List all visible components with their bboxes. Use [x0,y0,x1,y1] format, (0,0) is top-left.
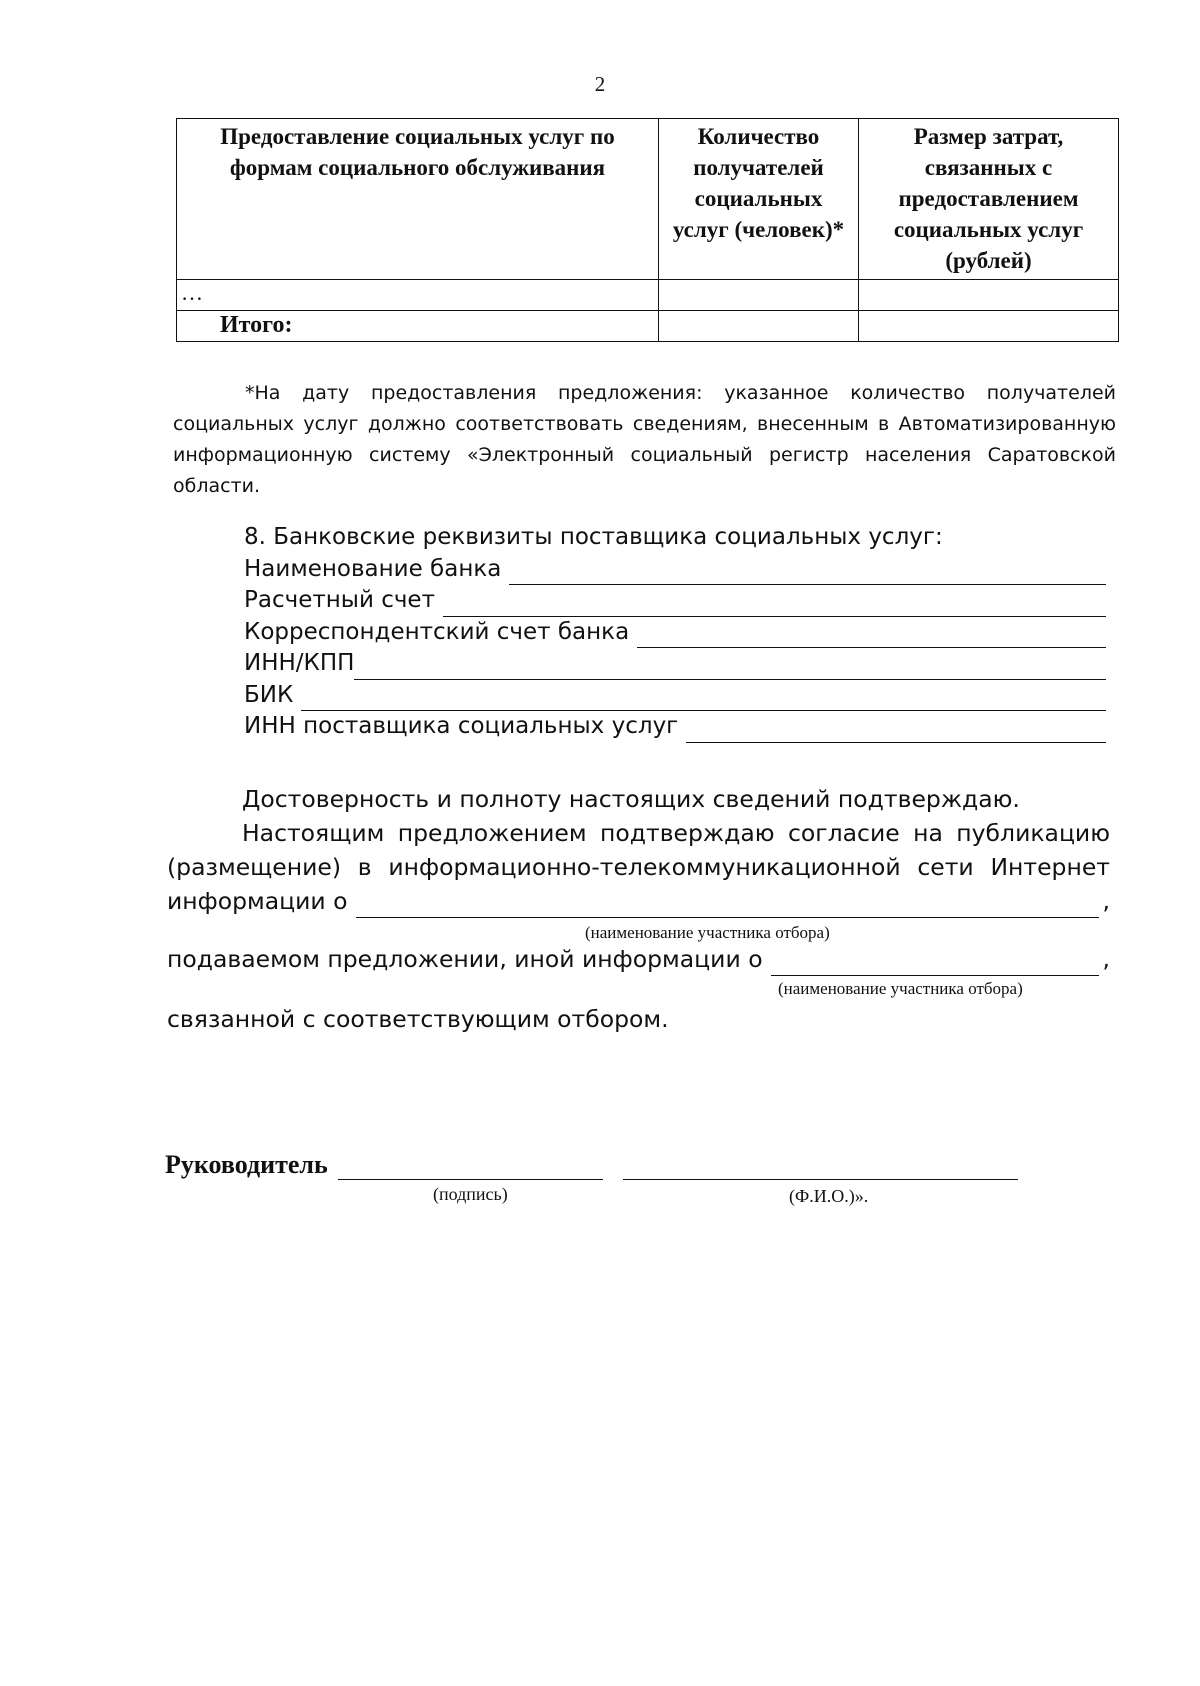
name-line [623,1159,1018,1180]
total-label: Итого: [177,311,659,342]
table-cell [859,280,1119,311]
blank-line [637,625,1106,648]
consent-line: связанной с соответствующим отбором. [167,1005,669,1033]
signature-captions [165,1180,1045,1206]
table-row [177,280,1119,311]
bank-field-bik [244,680,1106,712]
bank-field-label: Наименование банка [244,555,502,582]
bank-field-correspondent [244,617,1106,649]
signature-title: Руководитель [165,1150,328,1179]
signature-caption: (подпись) [433,1184,508,1204]
header-recipients-count: Количество получателей социальных услуг (человек)* [659,119,859,280]
table-cell: … [177,280,659,311]
consent-line: (размещение) в информационно-телекоммуникационной сети Интернет [167,853,1110,881]
participant-name-row [167,884,1110,918]
bank-field-account [244,585,1106,617]
services-table [176,118,1119,342]
confirmation-line: Достоверность и полноту настоящих сведений подтверждаю. [242,785,1020,813]
signature-row [165,1150,1045,1180]
header-service-forms: Предоставление социальных услуг по формам социального обслуживания [177,119,659,280]
bank-details [244,522,1106,743]
bank-field-label: Расчетный счет [244,587,435,613]
bank-field-inn-kpp [244,648,1106,680]
page-number: 2 [594,72,606,96]
field-caption: (наименование участника отбора) [585,923,830,942]
footnote-text: *На дату предоставления предложения: указанное количество получателей социальных услуг должно соответствовать сведениям, внесенным в Автоматизированную информационную систему «Электронный социальный регистр населения Саратовской области. [173,382,1116,497]
bank-heading: 8. Банковские реквизиты поставщика социальных услуг: [244,524,943,550]
punctuation: , [1102,945,1110,973]
table-row-total [177,311,1119,342]
bank-field-label: ИНН/КПП [244,650,355,676]
bank-field-supplier-inn [244,711,1106,743]
signature-block [165,1150,1045,1206]
blank-line [301,688,1106,711]
blank-line [443,594,1106,617]
punctuation: , [1102,887,1110,915]
table-cell [659,280,859,311]
blank-line [354,657,1106,680]
blank-line [509,562,1106,585]
bank-field-name [244,554,1106,586]
table-header-row [177,119,1119,280]
table-cell [859,311,1119,342]
confirmation-section [167,782,1110,1036]
blank-line [356,893,1099,918]
blank-line [686,720,1106,743]
participant-info-row [167,942,1110,976]
signature-line [338,1159,603,1180]
footnote [173,378,1116,502]
blank-line [771,951,1099,976]
bank-field-label: ИНН поставщика социальных услуг [244,713,679,739]
bank-field-label: Корреспондентский счет банка [244,618,630,645]
header-costs: Размер затрат, связанных с предоставлением социальных услуг (рублей) [859,119,1119,280]
consent-line: информации о [167,887,348,915]
field-caption: (наименование участника отбора) [778,979,1023,998]
table-cell [659,311,859,342]
bank-field-label: БИК [244,681,294,708]
consent-line: Настоящим предложением подтверждаю согласие на публикацию [242,819,1110,847]
consent-line: подаваемом предложении, иной информации о [167,945,763,973]
name-caption: (Ф.И.О.)». [789,1186,869,1206]
